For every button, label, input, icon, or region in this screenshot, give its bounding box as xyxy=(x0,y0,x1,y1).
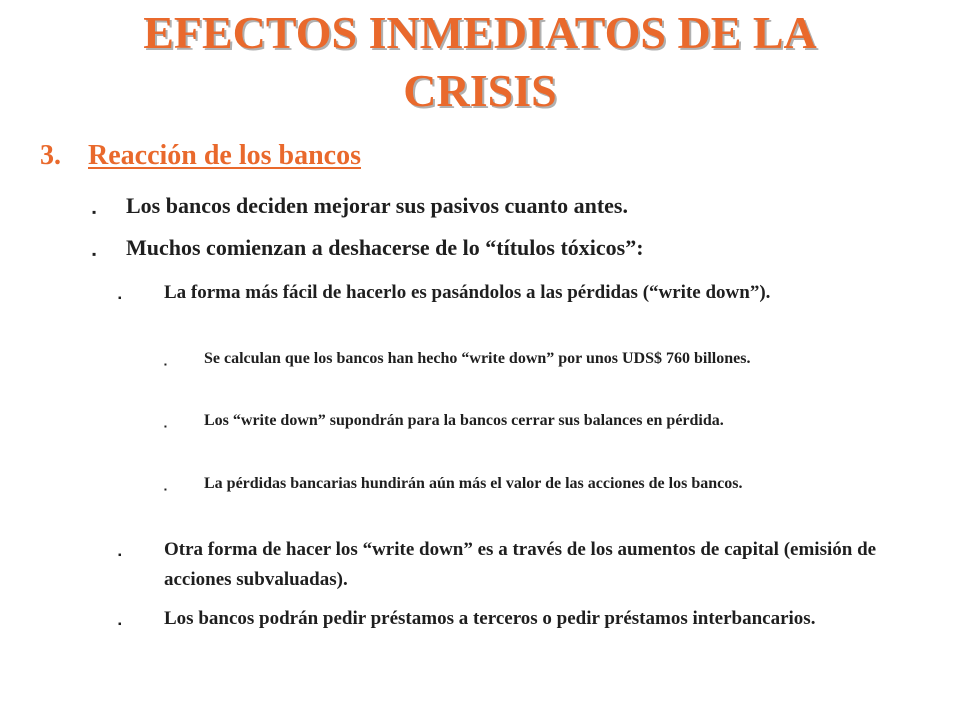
list-item xyxy=(118,604,938,634)
list-item xyxy=(164,345,934,372)
list-item xyxy=(164,407,934,434)
square-bullet-icon: ▪ xyxy=(92,205,97,219)
slide-title-line-1: EFECTOS INMEDIATOS DE LA xyxy=(143,7,817,58)
list-item-text: La forma más fácil de hacerlo es pasándolos a las pérdidas (“write down”). xyxy=(164,282,771,303)
square-bullet-icon: ▪ xyxy=(92,247,97,261)
list-item-text: Los bancos podrán pedir préstamos a terceros o pedir préstamos interbancarios. xyxy=(164,608,816,629)
list-item xyxy=(92,234,932,262)
square-bullet-icon: ▪ xyxy=(118,619,122,630)
list-item xyxy=(118,278,938,308)
slide-title-line-2: CRISIS xyxy=(403,65,557,116)
list-item xyxy=(92,192,932,220)
square-bullet-icon: ▪ xyxy=(164,422,167,431)
list-item xyxy=(118,535,938,595)
list-item-text: Muchos comienzan a deshacerse de lo “títulos tóxicos”: xyxy=(126,235,644,260)
square-bullet-icon: ▪ xyxy=(164,360,167,369)
section-number: 3. xyxy=(40,140,61,171)
list-item-text: La pérdidas bancarias hundirán aún más el valor de las acciones de los bancos. xyxy=(204,475,743,492)
slide-title xyxy=(0,4,960,120)
list-item-text: Los “write down” supondrán para la bancos cerrar sus balances en pérdida. xyxy=(204,412,724,429)
section-heading xyxy=(40,140,361,172)
square-bullet-icon: ▪ xyxy=(118,550,122,561)
square-bullet-icon: ▪ xyxy=(118,293,122,304)
section-title: Reacción de los bancos xyxy=(88,140,361,171)
list-item-text: Se calculan que los bancos han hecho “write down” por unos UDS$ 760 billones. xyxy=(204,350,751,367)
list-item-text: Los bancos deciden mejorar sus pasivos cuanto antes. xyxy=(126,193,628,218)
square-bullet-icon: ▪ xyxy=(164,485,167,494)
list-item xyxy=(164,470,934,497)
list-item-text: Otra forma de hacer los “write down” es a través de los aumentos de capital (emisión de acciones subvaluadas). xyxy=(164,539,877,590)
